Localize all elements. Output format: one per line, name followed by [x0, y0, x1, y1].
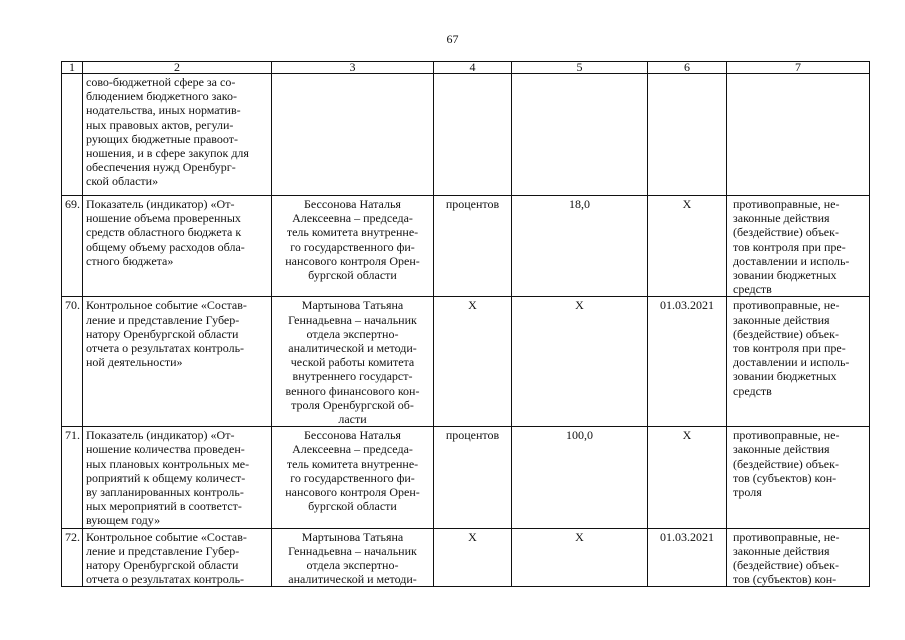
row-description: Показатель (индикатор) «От- ношение количества проведен- ных плановых контрольных ме- роприятий к общему количест- ву запланированных контроль- ных мероприятий в соответст- вующем году»	[83, 427, 272, 528]
header-cell: 7	[727, 62, 870, 74]
header-cell: 4	[434, 62, 512, 74]
row-description: Контрольное событие «Состав- ление и представление Губер- натору Оренбургской области отчета о результатах контроль-	[83, 528, 272, 587]
table-row	[62, 528, 870, 587]
row-responsible: Мартынова Татьяна Геннадьевна – начальник отдела экспертно- аналитической и методи- ческой работы комитета внутреннего государст- венного финансового кон- троля Оренбургской об- ласти	[272, 297, 434, 427]
row-date	[648, 74, 727, 196]
row-description: Контрольное событие «Состав- ление и представление Губер- натору Оренбургской области отчета о результатах контроль- ной деятельности»	[83, 297, 272, 427]
row-date: Х	[648, 196, 727, 297]
row-value: Х	[512, 297, 648, 427]
header-cell: 6	[648, 62, 727, 74]
indicators-table	[61, 61, 870, 587]
table-row	[62, 427, 870, 528]
row-value: Х	[512, 528, 648, 587]
row-responsible: Мартынова Татьяна Геннадьевна – начальник отдела экспертно- аналитической и методи-	[272, 528, 434, 587]
row-description: Показатель (индикатор) «От- ношение объема проверенных средств областного бюджета к общему объему расходов обла- стного бюджета»	[83, 196, 272, 297]
row-responsible	[272, 74, 434, 196]
row-number: 70.	[62, 297, 83, 427]
row-value: 18,0	[512, 196, 648, 297]
row-value: 100,0	[512, 427, 648, 528]
row-number: 71.	[62, 427, 83, 528]
row-value	[512, 74, 648, 196]
table-row	[62, 196, 870, 297]
header-cell: 5	[512, 62, 648, 74]
row-date: 01.03.2021	[648, 297, 727, 427]
row-responsible: Бессонова Наталья Алексеевна – председа- тель комитета внутренне- го государственного фи- нансового контроля Орен- бургской области	[272, 427, 434, 528]
row-risk: противоправные, не- законные действия (бездействие) объек- тов (субъектов) кон-	[727, 528, 870, 587]
row-risk	[727, 74, 870, 196]
row-unit: процентов	[434, 196, 512, 297]
row-unit: Х	[434, 528, 512, 587]
page-number: 67	[446, 32, 459, 46]
row-number	[62, 74, 83, 196]
row-date: 01.03.2021	[648, 528, 727, 587]
header-cell: 3	[272, 62, 434, 74]
row-risk: противоправные, не- законные действия (бездействие) объек- тов контроля при пре- доставлении и исполь- зовании бюджетных средств	[727, 196, 870, 297]
row-risk: противоправные, не- законные действия (бездействие) объек- тов (субъектов) кон- троля	[727, 427, 870, 528]
row-unit	[434, 74, 512, 196]
header-cell: 2	[83, 62, 272, 74]
row-number: 72.	[62, 528, 83, 587]
row-risk: противоправные, не- законные действия (бездействие) объек- тов контроля при пре- доставлении и исполь- зовании бюджетных средств	[727, 297, 870, 427]
row-description: сово-бюджетной сфере за со- блюдением бюджетного зако- нодательства, иных норматив- ных правовых актов, регули- рующих бюджетные правоот- ношения, и в сфере закупок для обеспечения нужд Оренбург- ской области»	[83, 74, 272, 196]
row-number: 69.	[62, 196, 83, 297]
table-row	[62, 74, 870, 196]
row-unit: Х	[434, 297, 512, 427]
table-header-row	[62, 62, 870, 74]
table-row	[62, 297, 870, 427]
row-date: Х	[648, 427, 727, 528]
header-cell: 1	[62, 62, 83, 74]
row-responsible: Бессонова Наталья Алексеевна – председа- тель комитета внутренне- го государственного фи- нансового контроля Орен- бургской области	[272, 196, 434, 297]
row-unit: процентов	[434, 427, 512, 528]
